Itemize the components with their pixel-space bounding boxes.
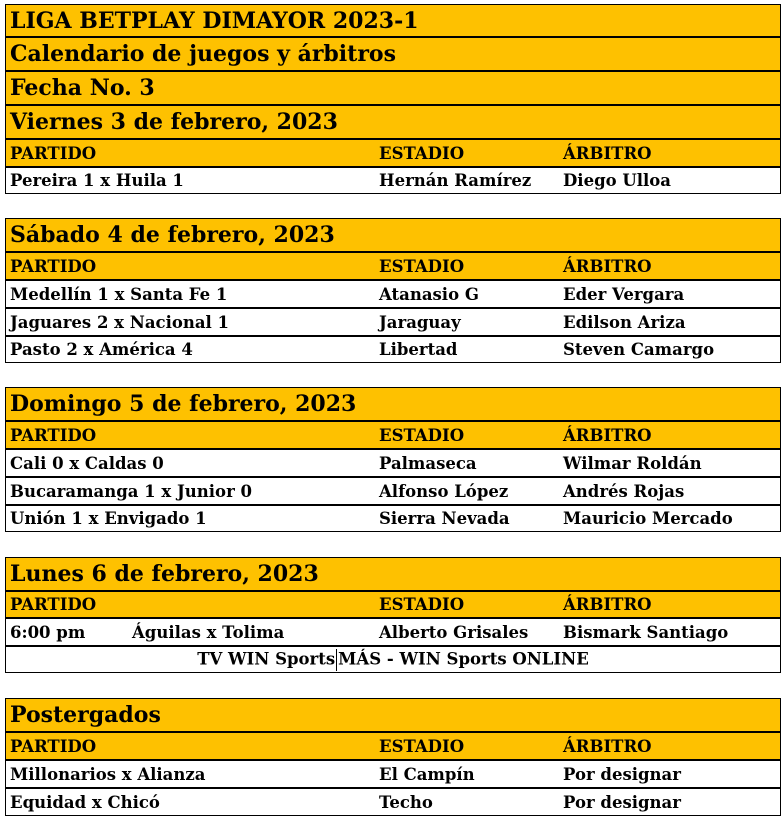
column-header-row bbox=[5, 421, 781, 449]
stadium-cell: Sierra Nevada bbox=[379, 509, 510, 528]
col-estadio: ESTADIO bbox=[379, 595, 465, 614]
day-header-sabado: Sábado 4 de febrero, 2023 bbox=[5, 218, 781, 252]
column-header-row bbox=[5, 252, 781, 280]
match-cell: Equidad x Chicó bbox=[10, 792, 160, 812]
referee-cell: Bismark Santiago bbox=[563, 622, 729, 642]
match-cell: Pasto 2 x América 4 bbox=[10, 340, 193, 359]
table-row bbox=[5, 336, 781, 363]
stadium-cell: Techo bbox=[379, 792, 433, 812]
calendar-subtitle: Calendario de juegos y árbitros bbox=[5, 37, 781, 71]
match-cell: Unión 1 x Envigado 1 bbox=[10, 509, 207, 528]
match-cell: Águilas x Tolima bbox=[132, 622, 285, 642]
match-cell: Medellín 1 x Santa Fe 1 bbox=[10, 284, 228, 304]
match-cell: Cali 0 x Caldas 0 bbox=[10, 453, 164, 473]
cell-divider bbox=[336, 649, 337, 671]
column-header-row bbox=[5, 732, 781, 760]
col-partido: PARTIDO bbox=[10, 595, 97, 614]
table-row bbox=[5, 477, 781, 505]
table-row bbox=[5, 449, 781, 477]
stadium-cell: Libertad bbox=[379, 340, 458, 359]
match-cell: Pereira 1 x Huila 1 bbox=[10, 171, 184, 190]
tv-broadcast-row bbox=[5, 646, 781, 673]
match-cell: Jaguares 2 x Nacional 1 bbox=[10, 312, 230, 332]
col-arbitro: ÁRBITRO bbox=[563, 425, 652, 445]
table-row bbox=[5, 788, 781, 816]
stadium-cell: Alberto Grisales bbox=[379, 622, 529, 642]
referee-cell: Steven Camargo bbox=[563, 340, 715, 359]
col-estadio: ESTADIO bbox=[379, 425, 465, 445]
match-cell: Millonarios x Alianza bbox=[10, 764, 206, 784]
column-header-row bbox=[5, 139, 781, 167]
tv-channel-primary: TV WIN Sports bbox=[197, 649, 336, 668]
day-header-lunes: Lunes 6 de febrero, 2023 bbox=[5, 557, 781, 591]
col-estadio: ESTADIO bbox=[379, 256, 465, 276]
match-time: 6:00 pm bbox=[10, 622, 86, 642]
stadium-cell: Palmaseca bbox=[379, 453, 477, 473]
referee-cell: Diego Ulloa bbox=[563, 171, 671, 190]
league-title: LIGA BETPLAY DIMAYOR 2023-1 bbox=[5, 4, 781, 37]
stadium-cell: El Campín bbox=[379, 764, 475, 784]
referee-cell: Mauricio Mercado bbox=[563, 509, 733, 528]
table-row bbox=[5, 308, 781, 336]
col-partido: PARTIDO bbox=[10, 256, 97, 276]
table-row bbox=[5, 505, 781, 532]
stadium-cell: Atanasio G bbox=[379, 284, 479, 304]
fecha-label: Fecha No. 3 bbox=[5, 71, 781, 105]
col-partido: PARTIDO bbox=[10, 425, 97, 445]
col-estadio: ESTADIO bbox=[379, 143, 465, 163]
day-header-domingo: Domingo 5 de febrero, 2023 bbox=[5, 387, 781, 421]
table-row bbox=[5, 760, 781, 788]
col-partido: PARTIDO bbox=[10, 143, 97, 163]
stadium-cell: Alfonso López bbox=[379, 481, 509, 501]
stadium-cell: Hernán Ramírez bbox=[379, 171, 532, 190]
table-row bbox=[5, 618, 781, 646]
column-header-row bbox=[5, 591, 781, 618]
col-partido: PARTIDO bbox=[10, 736, 97, 756]
match-cell: Bucaramanga 1 x Junior 0 bbox=[10, 481, 252, 501]
col-estadio: ESTADIO bbox=[379, 736, 465, 756]
table-row bbox=[5, 280, 781, 308]
tv-channel-secondary: MÁS - WIN Sports ONLINE bbox=[338, 649, 589, 668]
table-row bbox=[5, 167, 781, 194]
col-arbitro: ÁRBITRO bbox=[563, 736, 652, 756]
col-arbitro: ÁRBITRO bbox=[563, 595, 652, 614]
day-header-viernes: Viernes 3 de febrero, 2023 bbox=[5, 105, 781, 139]
referee-cell: Andrés Rojas bbox=[563, 481, 685, 501]
referee-cell: Por designar bbox=[563, 764, 681, 784]
section-header-postergados: Postergados bbox=[5, 698, 781, 732]
referee-cell: Por designar bbox=[563, 792, 681, 812]
col-arbitro: ÁRBITRO bbox=[563, 256, 652, 276]
stadium-cell: Jaraguay bbox=[379, 312, 461, 332]
tv-broadcast-info bbox=[6, 649, 780, 671]
referee-cell: Eder Vergara bbox=[563, 284, 685, 304]
referee-cell: Edilson Ariza bbox=[563, 312, 686, 332]
col-arbitro: ÁRBITRO bbox=[563, 143, 652, 163]
referee-cell: Wilmar Roldán bbox=[563, 453, 702, 473]
